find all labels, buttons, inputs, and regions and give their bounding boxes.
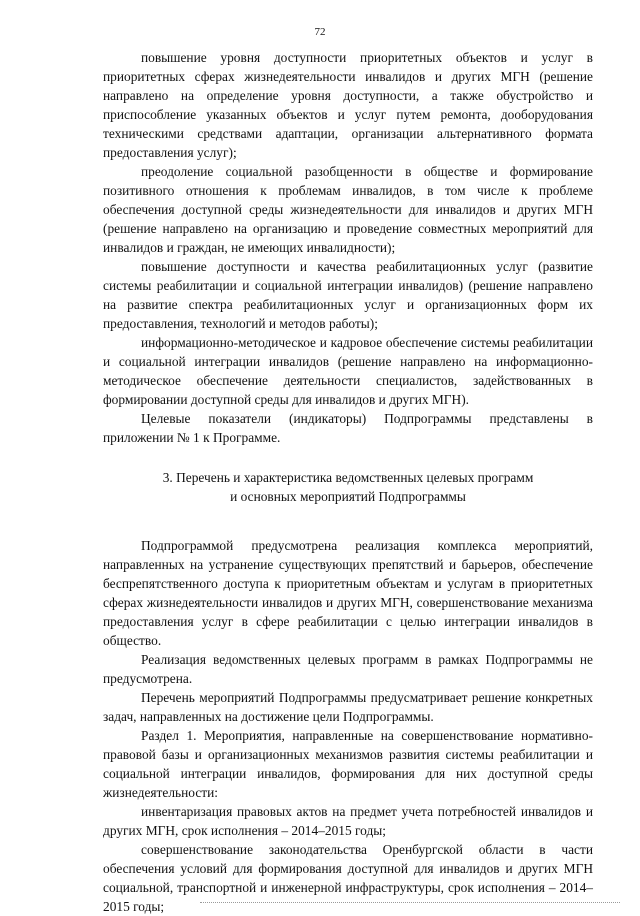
paragraph: информационно-методическое и кадровое обеспечение системы реабилитации и социальной интеграции инвалидов (решение направлено на информационно-методическое обеспечение деятельности специалистов, задействованных в формировании доступной среды для инвалидов и других МГН).	[103, 335, 593, 407]
scan-artifact-line	[200, 899, 620, 903]
paragraph: Целевые показатели (индикаторы) Подпрограммы представлены в приложении № 1 к Программе.	[103, 411, 593, 445]
paragraph: повышение доступности и качества реабилитационных услуг (развитие системы реабилитации и социальной интеграции инвалидов) (решение направлено на развитие спектра реабилитационных услуг и организационных форм их предоставления, технологий и методов работы);	[103, 259, 593, 331]
paragraph: Подпрограммой предусмотрена реализация комплекса мероприятий, направленных на устранение существующих препятствий и барьеров, обеспечение беспрепятственного доступа к приоритетным объектам и услугам в приоритетных сферах жизнедеятельности инвалидов и других МГН, совершенствование механизма предоставления услуг в сфере реабилитации с целью интеграции инвалидов в общество.	[103, 538, 593, 648]
paragraph: повышение уровня доступности приоритетных объектов и услуг в приоритетных сферах жизнедеятельности инвалидов и других МГН (решение направлено на определение уровня доступности, а также обустройство и приспособление указанных объектов и услуг путем ремонта, дооборудования техническими средствами адаптации, организации альтернативного формата предоставления услуг);	[103, 50, 593, 160]
paragraph: Реализация ведомственных целевых программ в рамках Подпрограммы не предусмотрена.	[103, 652, 593, 686]
section-heading-line-2: и основных мероприятий Подпрограммы	[230, 489, 466, 504]
paragraph: Перечень мероприятий Подпрограммы предусматривает решение конкретных задач, направленных на достижение цели Подпрограммы.	[103, 690, 593, 724]
paragraph: Раздел 1. Мероприятия, направленные на совершенствование нормативно-правовой базы и организационных механизмов развития системы реабилитации и социальной интеграции инвалидов, формирования для них доступной среды жизнедеятельности:	[103, 728, 593, 800]
page-number: 72	[314, 26, 326, 38]
paragraph: совершенствование законодательства Оренбургской области в части обеспечения условий для формирования доступной для инвалидов и других МГН социальной, транспортной и инженерной инфраструктуры, срок исполнения – 2014–2015 годы;	[103, 842, 593, 914]
document-body	[103, 48, 593, 916]
paragraph: преодоление социальной разобщенности в обществе и формирование позитивного отношения к проблемам инвалидов, в том числе к проблеме обеспечения доступной среды жизнедеятельности для инвалидов и других МГН (решение направлено на организацию и проведение совместных мероприятий для инвалидов и граждан, не имеющих инвалидности);	[103, 164, 593, 255]
section-heading-line-1: 3. Перечень и характеристика ведомственных целевых программ	[162, 470, 534, 485]
section-heading	[103, 468, 593, 506]
paragraph: инвентаризация правовых актов на предмет учета потребностей инвалидов и других МГН, срок исполнения – 2014–2015 годы;	[103, 804, 593, 838]
